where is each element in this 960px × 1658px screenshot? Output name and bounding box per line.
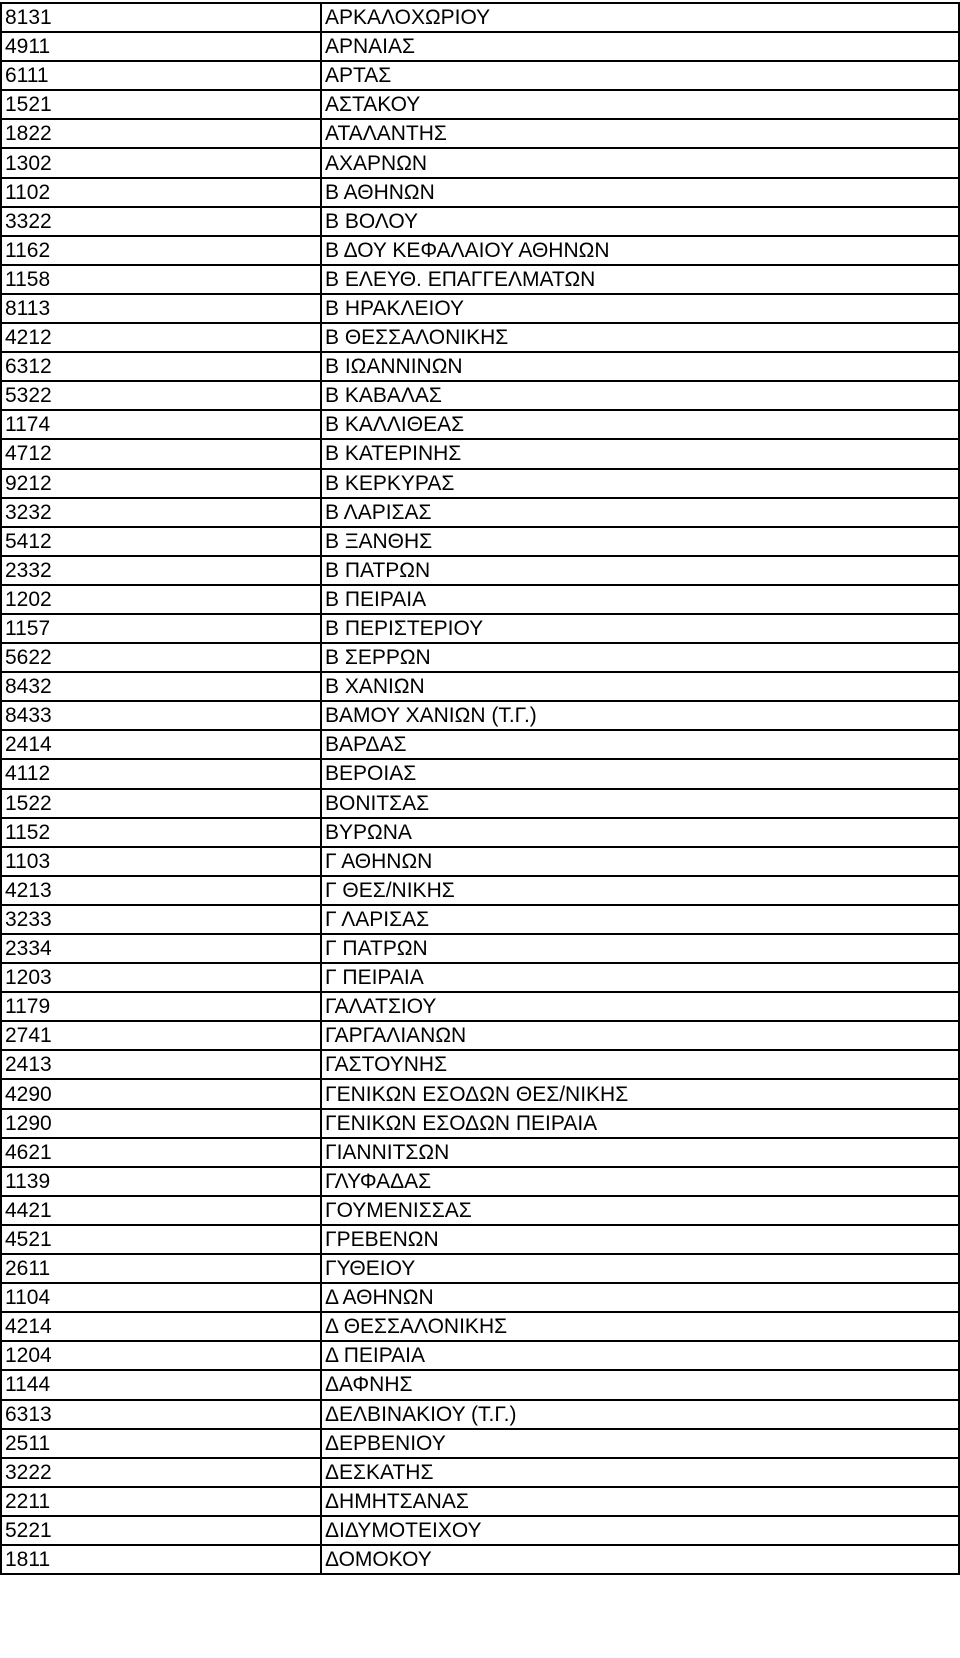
table-row (1, 1021, 959, 1050)
office-name-cell[interactable]: Γ ΠΑΤΡΩΝ (321, 934, 959, 963)
office-name-cell[interactable]: ΔΑΦΝΗΣ (321, 1370, 959, 1399)
table-row (1, 1050, 959, 1079)
office-name-cell[interactable]: Β ΠΑΤΡΩΝ (321, 556, 959, 585)
table-row (1, 61, 959, 90)
office-name-cell[interactable]: Β ΛΑΡΙΣΑΣ (321, 498, 959, 527)
code-cell[interactable]: 1162 (1, 236, 321, 265)
code-cell[interactable]: 4621 (1, 1138, 321, 1167)
office-name-cell[interactable]: Γ ΛΑΡΙΣΑΣ (321, 905, 959, 934)
table-row (1, 934, 959, 963)
office-name-cell[interactable]: Β ΧΑΝΙΩΝ (321, 672, 959, 701)
table-row (1, 614, 959, 643)
office-name-cell[interactable]: Γ ΑΘΗΝΩΝ (321, 847, 959, 876)
office-name-cell[interactable]: Β ΞΑΝΘΗΣ (321, 527, 959, 556)
code-cell[interactable]: 4212 (1, 323, 321, 352)
table-row (1, 759, 959, 788)
code-cell[interactable]: 5221 (1, 1516, 321, 1545)
code-cell[interactable]: 1522 (1, 789, 321, 818)
code-cell[interactable]: 4911 (1, 32, 321, 61)
office-name-cell[interactable]: Δ ΘΕΣΣΑΛΟΝΙΚΗΣ (321, 1312, 959, 1341)
office-name-cell[interactable]: Β ΣΕΡΡΩΝ (321, 643, 959, 672)
code-cell[interactable]: 2511 (1, 1429, 321, 1458)
office-name-cell[interactable]: ΑΡΚΑΛΟΧΩΡΙΟΥ (321, 3, 959, 32)
office-name-cell[interactable]: ΓΕΝΙΚΩΝ ΕΣΟΔΩΝ ΠΕΙΡΑΙΑ (321, 1109, 959, 1138)
table-row (1, 701, 959, 730)
table-row (1, 1138, 959, 1167)
office-name-cell[interactable]: ΒΕΡΟΙΑΣ (321, 759, 959, 788)
office-name-cell[interactable]: Β ΚΑΤΕΡΙΝΗΣ (321, 439, 959, 468)
code-cell[interactable]: 1104 (1, 1283, 321, 1312)
office-name-cell[interactable]: Β ΑΘΗΝΩΝ (321, 178, 959, 207)
code-cell[interactable]: 4214 (1, 1312, 321, 1341)
table-row (1, 1545, 959, 1574)
table-row (1, 178, 959, 207)
table-row (1, 323, 959, 352)
office-name-cell[interactable]: ΓΑΛΑΤΣΙΟΥ (321, 992, 959, 1021)
table-row (1, 1167, 959, 1196)
office-name-cell[interactable]: ΑΧΑΡΝΩΝ (321, 148, 959, 177)
code-cell[interactable]: 1203 (1, 963, 321, 992)
table-row (1, 1516, 959, 1545)
code-cell[interactable]: 1152 (1, 818, 321, 847)
table-row (1, 1312, 959, 1341)
table-row (1, 585, 959, 614)
code-cell[interactable]: 1521 (1, 90, 321, 119)
code-cell[interactable]: 8433 (1, 701, 321, 730)
table-row (1, 148, 959, 177)
table-row (1, 439, 959, 468)
office-name-cell[interactable]: ΔΟΜΟΚΟΥ (321, 1545, 959, 1574)
code-cell[interactable]: 4213 (1, 876, 321, 905)
code-cell[interactable]: 1302 (1, 148, 321, 177)
code-cell[interactable]: 4112 (1, 759, 321, 788)
table-row (1, 236, 959, 265)
code-cell[interactable]: 2611 (1, 1254, 321, 1283)
table-row (1, 1283, 959, 1312)
office-name-cell[interactable]: ΔΕΣΚΑΤΗΣ (321, 1458, 959, 1487)
office-name-cell[interactable]: Γ ΘΕΣ/ΝΙΚΗΣ (321, 876, 959, 905)
table-row (1, 556, 959, 585)
code-cell[interactable]: 8113 (1, 294, 321, 323)
table-row (1, 1196, 959, 1225)
office-name-cell[interactable]: Β ΙΩΑΝΝΙΝΩΝ (321, 352, 959, 381)
code-cell[interactable]: 4712 (1, 439, 321, 468)
table-row (1, 818, 959, 847)
table-row (1, 1341, 959, 1370)
code-cell[interactable]: 1290 (1, 1109, 321, 1138)
code-cell[interactable]: 5622 (1, 643, 321, 672)
code-cell[interactable]: 3322 (1, 207, 321, 236)
office-name-cell[interactable]: Β ΚΑΒΑΛΑΣ (321, 381, 959, 410)
office-name-cell[interactable]: ΔΗΜΗΤΣΑΝΑΣ (321, 1487, 959, 1516)
table-row (1, 876, 959, 905)
table-row (1, 992, 959, 1021)
office-name-cell[interactable]: Δ ΑΘΗΝΩΝ (321, 1283, 959, 1312)
table-row (1, 352, 959, 381)
office-name-cell[interactable]: ΑΡΤΑΣ (321, 61, 959, 90)
office-name-cell[interactable]: Β ΠΕΡΙΣΤΕΡΙΟΥ (321, 614, 959, 643)
office-name-cell[interactable]: ΔΕΛΒΙΝΑΚΙΟΥ (Τ.Γ.) (321, 1400, 959, 1429)
table-row (1, 1109, 959, 1138)
office-name-cell[interactable]: ΓΑΡΓΑΛΙΑΝΩΝ (321, 1021, 959, 1050)
code-cell[interactable]: 2413 (1, 1050, 321, 1079)
office-name-cell[interactable]: ΑΡΝΑΙΑΣ (321, 32, 959, 61)
table-row (1, 1370, 959, 1399)
table-row (1, 672, 959, 701)
office-name-cell[interactable]: ΓΙΑΝΝΙΤΣΩΝ (321, 1138, 959, 1167)
tax-office-table (0, 2, 960, 1575)
table-row (1, 381, 959, 410)
code-cell[interactable]: 3233 (1, 905, 321, 934)
table-row (1, 1400, 959, 1429)
code-cell[interactable]: 6313 (1, 1400, 321, 1429)
table-row (1, 90, 959, 119)
table-row (1, 119, 959, 148)
table-row (1, 643, 959, 672)
code-cell[interactable]: 1811 (1, 1545, 321, 1574)
code-cell[interactable]: 1102 (1, 178, 321, 207)
code-cell[interactable]: 8432 (1, 672, 321, 701)
office-name-cell[interactable]: ΓΛΥΦΑΔΑΣ (321, 1167, 959, 1196)
office-name-cell[interactable]: Β ΒΟΛΟΥ (321, 207, 959, 236)
code-cell[interactable]: 1158 (1, 265, 321, 294)
table-row (1, 207, 959, 236)
table-row (1, 730, 959, 759)
code-cell[interactable]: 9212 (1, 469, 321, 498)
code-cell[interactable]: 2211 (1, 1487, 321, 1516)
table-row (1, 527, 959, 556)
office-name-cell[interactable]: ΓΕΝΙΚΩΝ ΕΣΟΔΩΝ ΘΕΣ/ΝΙΚΗΣ (321, 1079, 959, 1108)
office-name-cell[interactable]: ΔΕΡΒΕΝΙΟΥ (321, 1429, 959, 1458)
code-cell[interactable]: 1174 (1, 410, 321, 439)
code-cell[interactable]: 1103 (1, 847, 321, 876)
office-name-cell[interactable]: ΑΤΑΛΑΝΤΗΣ (321, 119, 959, 148)
office-name-cell[interactable]: Β ΕΛΕΥΘ. ΕΠΑΓΓΕΛΜΑΤΩΝ (321, 265, 959, 294)
office-name-cell[interactable]: Β ΘΕΣΣΑΛΟΝΙΚΗΣ (321, 323, 959, 352)
table-row (1, 963, 959, 992)
code-cell[interactable]: 4421 (1, 1196, 321, 1225)
table-row (1, 1225, 959, 1254)
office-name-cell[interactable]: ΒΥΡΩΝΑ (321, 818, 959, 847)
office-name-cell[interactable]: ΓΡΕΒΕΝΩΝ (321, 1225, 959, 1254)
code-cell[interactable]: 5412 (1, 527, 321, 556)
office-name-cell[interactable]: ΓΟΥΜΕΝΙΣΣΑΣ (321, 1196, 959, 1225)
code-cell[interactable]: 6312 (1, 352, 321, 381)
office-name-cell[interactable]: ΒΟΝΙΤΣΑΣ (321, 789, 959, 818)
office-name-cell[interactable]: Β ΠΕΙΡΑΙΑ (321, 585, 959, 614)
office-name-cell[interactable]: ΒΑΜΟΥ ΧΑΝΙΩΝ (Τ.Γ.) (321, 701, 959, 730)
code-cell[interactable]: 1179 (1, 992, 321, 1021)
code-cell[interactable]: 1202 (1, 585, 321, 614)
office-name-cell[interactable]: ΒΑΡΔΑΣ (321, 730, 959, 759)
code-cell[interactable]: 1204 (1, 1341, 321, 1370)
code-cell[interactable]: 6111 (1, 61, 321, 90)
table-row (1, 789, 959, 818)
code-cell[interactable]: 1822 (1, 119, 321, 148)
code-cell[interactable]: 8131 (1, 3, 321, 32)
office-name-cell[interactable]: Δ ΠΕΙΡΑΙΑ (321, 1341, 959, 1370)
table-row (1, 1079, 959, 1108)
table-row (1, 265, 959, 294)
code-cell[interactable]: 2334 (1, 934, 321, 963)
table-row (1, 32, 959, 61)
table-row (1, 905, 959, 934)
table-row (1, 294, 959, 323)
table-row (1, 3, 959, 32)
code-cell[interactable]: 1157 (1, 614, 321, 643)
table-row (1, 498, 959, 527)
table-body (1, 3, 959, 1574)
code-cell[interactable]: 1139 (1, 1167, 321, 1196)
table-row (1, 410, 959, 439)
table-row (1, 1458, 959, 1487)
table-row (1, 847, 959, 876)
office-name-cell[interactable]: Β ΔΟΥ ΚΕΦΑΛΑΙΟΥ ΑΘΗΝΩΝ (321, 236, 959, 265)
office-name-cell[interactable]: ΓΥΘΕΙΟΥ (321, 1254, 959, 1283)
office-name-cell[interactable]: Β ΗΡΑΚΛΕΙΟΥ (321, 294, 959, 323)
table-row (1, 1487, 959, 1516)
office-name-cell[interactable]: Β ΚΕΡΚΥΡΑΣ (321, 469, 959, 498)
code-cell[interactable]: 2741 (1, 1021, 321, 1050)
spreadsheet (0, 2, 958, 1575)
office-name-cell[interactable]: ΔΙΔΥΜΟΤΕΙΧΟΥ (321, 1516, 959, 1545)
code-cell[interactable]: 3232 (1, 498, 321, 527)
table-row (1, 1254, 959, 1283)
office-name-cell[interactable]: ΓΑΣΤΟΥΝΗΣ (321, 1050, 959, 1079)
office-name-cell[interactable]: Β ΚΑΛΛΙΘΕΑΣ (321, 410, 959, 439)
office-name-cell[interactable]: Γ ΠΕΙΡΑΙΑ (321, 963, 959, 992)
table-row (1, 1429, 959, 1458)
code-cell[interactable]: 1144 (1, 1370, 321, 1399)
code-cell[interactable]: 2414 (1, 730, 321, 759)
code-cell[interactable]: 5322 (1, 381, 321, 410)
code-cell[interactable]: 4290 (1, 1079, 321, 1108)
office-name-cell[interactable]: ΑΣΤΑΚΟΥ (321, 90, 959, 119)
table-row (1, 469, 959, 498)
code-cell[interactable]: 2332 (1, 556, 321, 585)
code-cell[interactable]: 4521 (1, 1225, 321, 1254)
code-cell[interactable]: 3222 (1, 1458, 321, 1487)
